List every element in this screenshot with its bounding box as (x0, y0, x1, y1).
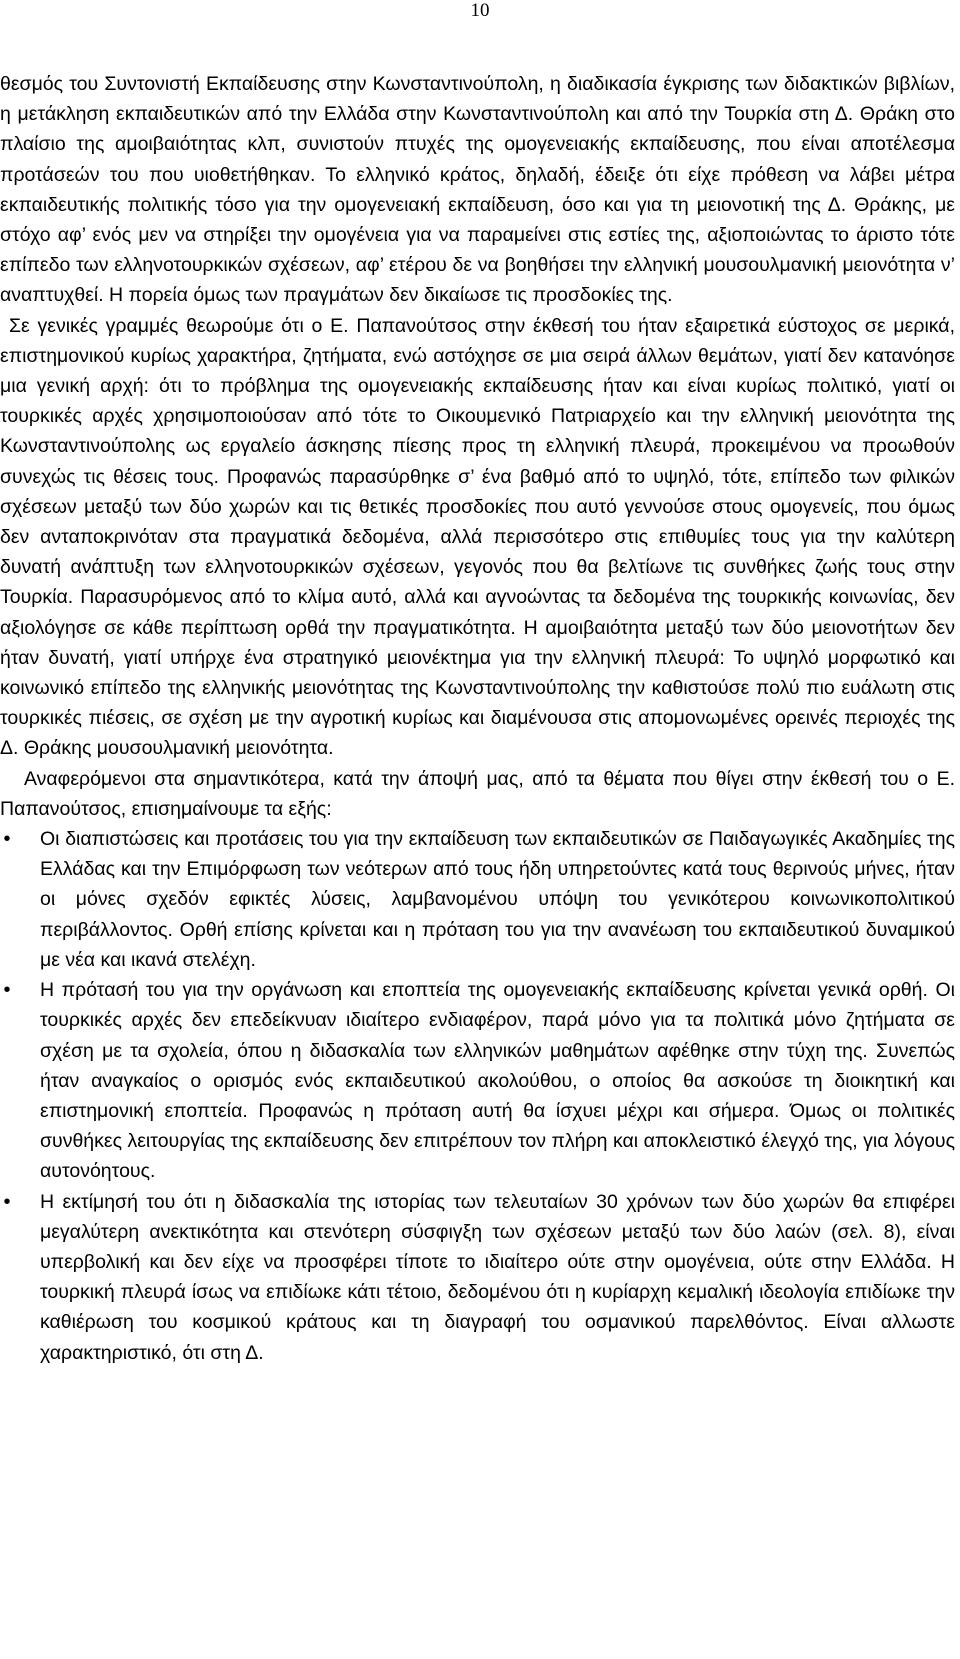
bullet-list (0, 824, 955, 1368)
list-item-text: Η πρότασή του για την οργάνωση και εποπτεία της ομογενειακής εκπαίδευσης κρίνεται γενικά ορθή. Οι τουρκικές αρχές δεν επεδείκνυαν ιδιαίτερο ενδιαφέρον, παρά μόνο για τα πολιτικά μόνο ζητήματα σε σχέση με τα σχολεία, όπου η διδασκαλία των ελληνικών μαθημάτων αφέθηκε στην τύχη της. Συνεπώς ήταν αναγκαίος ο ορισμός ενός εκπαιδευτικού ακολούθου, ο οποίος θα ασκούσε τη διοικητική και επιστημονική εποπτεία. Προφανώς η πρόταση αυτή θα ίσχυει μέχρι και σήμερα. Όμως οι πολιτικές συνθήκες λειτουργίας της εκπαίδευσης δεν επιτρέπουν τον πλήρη και αποκλειστικό έλεγχό της, για λόγους αυτονόητους. (40, 979, 955, 1183)
bullet-icon: • (3, 828, 11, 851)
list-item-text: Η εκτίμησή του ότι η διδασκαλία της ιστορίας των τελευταίων 30 χρόνων των δύο χωρών θα επιφέρει μεγαλύτερη ανεκτικότητα και στενότερη σύσφιγξη των σχέσεων μεταξύ των δύο λαών (σελ. 8), είναι υπερβολική και δεν είχε να προσφέρει τίποτε το ιδιαίτερο ούτε στην ομογένεια, ούτε στην Ελλάδα. Η τουρκική πλευρά ίσως να επιδίωκε κάτι τέτοιο, δεδομένου ότι η κυρίαρχη κεμαλική ιδεολογία επιδίωκε την καθιέρωση του κοσμικού κράτους και τη διαγραφή του οσμανικού παρελθόντος. Είναι αλλωστε χαρακτηριστικό, ότι στη Δ. (40, 1190, 955, 1364)
paragraph: Αναφερόμενοι στα σημαντικότερα, κατά την άποψή μας, από τα θέματα που θίγει στην έκθεσή του ο Ε. Παπανούτσος, επισημαίνουμε τα εξής: (0, 767, 955, 820)
list-item (0, 824, 955, 975)
paragraph: Σε γενικές γραμμές θεωρούμε ότι ο Ε. Παπανούτσος στην έκθεσή του ήταν εξαιρετικά εύστοχος σε μερικά, επιστημονικού κυρίως χαρακτήρα, ζητήματα, ενώ αστόχησε σε μια σειρά άλλων θεμάτων, γιατί δεν κατανόησε μια γενική αρχή: ότι το πρόβλημα της ομογενειακής εκπαίδευσης ήταν και είναι κυρίως πολιτικό, γιατί οι τουρκικές αρχές χρησιμοποιούσαν από τότε το Οικουμενικό Πατριαρχείο και την ελληνική μειονότητα της Κωνσταντινούπολης ως εργαλείο άσκησης πίεσης προς τη ελληνική πλευρά, προκειμένου να προωθούν συνεχώς τις θέσεις τους. Προφανώς παρασύρθηκε σ’ ένα βαθμό από το υψηλό, τότε, επίπεδο των φιλικών σχέσεων μεταξύ των δύο χωρών και τις θετικές προσδοκίες που αυτό γεννούσε στους ομογενείς, που όμως δεν ανταποκρινόταν στα πραγματικά δεδομένα, αλλά περισσότερο στις επιθυμίες τους για την καλύτερη δυνατή ανάπτυξη των ελληνοτουρκικών σχέσεων, γεγονός που θα βελτίωνε τις συνθήκες ζωής τους στην Τουρκία. Παρασυρόμενος από το κλίμα αυτό, αλλά και αγνοώντας τα δεδομένα της τουρκικής κοινωνίας, δεν αξιολόγησε σε κάθε περίπτωση ορθά την πραγματικότητα. Η αμοιβαιότητα μεταξύ των δύο μειονοτήτων δεν ήταν δυνατή, γιατί υπήρχε ένα στρατηγικό μειονέκτημα για την ελληνική πλευρά: Το υψηλό μορφωτικό και κοινωνικό επίπεδο της ελληνικής μειονότητας της Κωνσταντινούπολης την καθιστούσε πολύ πιο ευάλωτη στις τουρκικές πιέσεις, σε σχέση με την αγροτική κυρίως και διαμένουσα στις απομονωμένες ορεινές περιοχές της Δ. Θράκης μουσουλμανική μειονότητα. (0, 314, 955, 760)
page-number: 10 (470, 0, 490, 21)
bullet-icon: • (3, 1190, 11, 1213)
list-item (0, 1187, 955, 1368)
list-item-text: Οι διαπιστώσεις και προτάσεις του για την εκπαίδευση των εκπαιδευτικών σε Παιδαγωγικές Ακαδημίες της Ελλάδας και την Επιμόρφωση των νεότερων από τους ήδη υπηρετούντες κατά τους θερινούς μήνες, ήταν οι μόνες σχεδόν εφικτές λύσεις, λαμβανομένου υπόψη του γενικότερου κοινωνικοπολιτικού περιβάλλοντος. Ορθή επίσης κρίνεται και η πρόταση του για την ανανέωση του εκπαιδευτικού δυναμικού με νέα και ικανά στελέχη. (40, 828, 955, 971)
document-body (0, 69, 955, 1368)
paragraph: θεσμός του Συντονιστή Εκπαίδευσης στην Κωνσταντινούπολη, η διαδικασία έγκρισης των διδακτικών βιβλίων, η μετάκληση εκπαιδευτικών από την Ελλάδα στην Κωνσταντινούπολη και από την Τουρκία στη Δ. Θράκη στο πλαίσιο της αμοιβαιότητας κλπ, συνιστούν πτυχές της ομογενειακής εκπαίδευσης, που είναι αποτέλεσμα προτάσεών του που υιοθετήθηκαν. Το ελληνικό κράτος, δηλαδή, έδειξε ότι είχε πρόθεση να λάβει μέτρα εκπαιδευτικής πολιτικής τόσο για την ομογενειακή εκπαίδευση, όσο και για τη μειονοτική της Δ. Θράκης, με στόχο αφ’ ενός μεν να στηρίξει την ομογένεια για να παραμείνει στις εστίες της, αξιοποιώντας το άριστο τότε επίπεδο των ελληνοτουρκικών σχέσεων, αφ’ ετέρου δε να βοηθήσει την ελληνική μουσουλμανική μειονότητα ν’ αναπτυχθεί. Η πορεία όμως των πραγμάτων δεν δικαίωσε τις προσδοκίες της. (0, 73, 955, 307)
list-item (0, 975, 955, 1186)
bullet-icon: • (3, 979, 11, 1002)
